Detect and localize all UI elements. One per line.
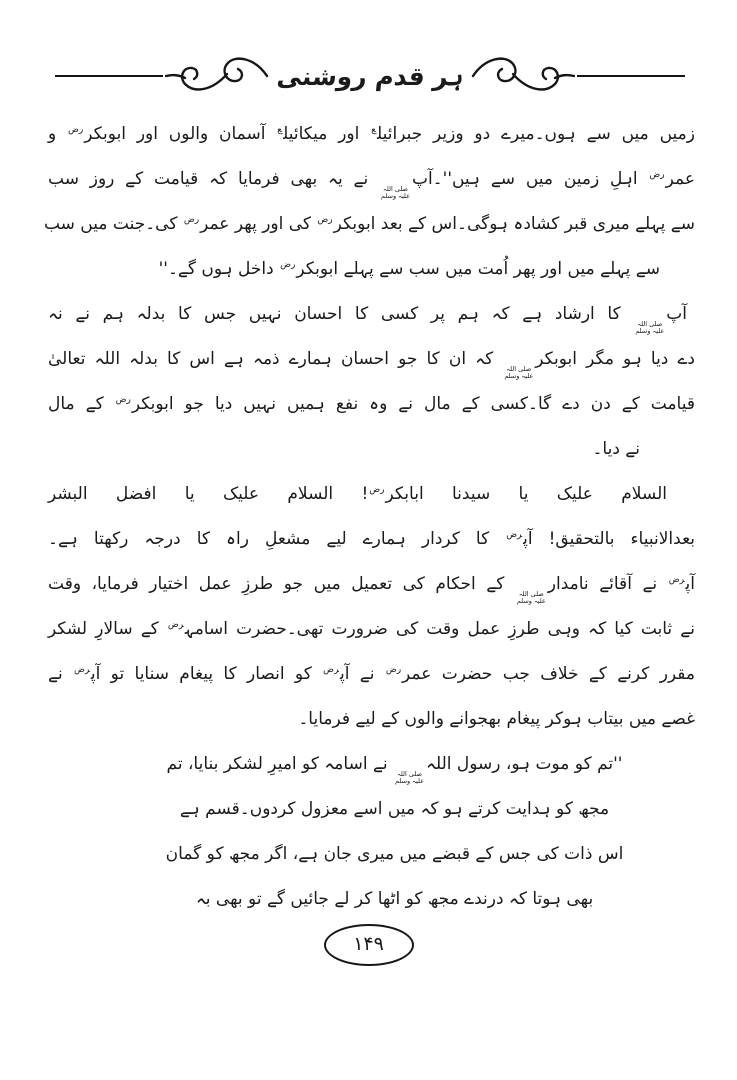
salawat-mark-icon: صلی اللہ علیہ وسلم [516,590,546,606]
salawat-mark-icon: صلی اللہ علیہ وسلم [381,185,410,201]
quote-line: اس ذات کی جس کے قبضے میں میری جان ہے، اگر مجھ کو گمان [165,844,624,864]
header-rule-left [55,75,163,77]
text-line: آپ$^{رض}$ نے آقائے نامدار صلی اللہ علیہ وسلم کے احکام کی تعمیل میں جو طرزِ عمل اختیار فرمایا، وقت [48,574,696,606]
radiallahu-anhu-mark: رض [506,530,523,541]
header-rule-right [577,75,685,77]
text-line: عمر$^{رض}$ اہلِ زمین میں سے ہیں''۔آپ صلی اللہ علیہ وسلم نے یہ بھی فرمایا کہ قیامت کے روز سب [48,169,695,201]
radiallahu-anhu-mark: رض [68,125,84,136]
salawat-mark-icon: صلی اللہ علیہ وسلم [395,770,424,786]
radiallahu-anhu-mark: رض [649,170,665,181]
radiallahu-anhu-mark: رض [74,665,90,676]
quotation-block [118,742,671,922]
radiallahu-anhu-mark: رض [385,665,402,676]
radiallahu-anhu-mark: رض [668,575,685,586]
quote-line: مجھ کو ہدایت کرتے ہو کہ میں اسے معزول کردوں۔قسم ہے [179,799,610,819]
page-footer [0,924,737,966]
page-text [43,112,696,922]
alaihis-salam-mark: ع [371,125,376,136]
text-line: نے دیا۔ [592,439,640,459]
text-line: قیامت کے دن دے گا۔کسی کے مال نے وہ نفع ہمیں نہیں دیا جو ابوبکر$^{رض}$ کے مال [48,394,695,414]
text-line: سے پہلے میں اور پھر اُمت میں سب سے پہلے ابوبکر$^{رض}$ داخل ہوں گے۔'' [158,259,660,279]
text-line: سے پہلے میری قبر کشادہ ہوگی۔اس کے بعد ابوبکر$^{رض}$ کی اور پھر عمر$^{رض}$ کی۔جنت میں سب [43,214,695,234]
salawat-mark-icon: صلی اللہ علیہ وسلم [635,320,665,336]
text-line: بعدالانبیاء بالتحقیق! آپ$^{رض}$ کا کردار ہمارے لیے مشعلِ راہ کا درجہ رکھتا ہے۔ [48,529,695,549]
quote-line: ''تم کو موت ہو، رسول اللہ صلی اللہ علیہ وسلم نے اسامہ کو امیرِ لشکر بنایا، تم [166,754,623,786]
book-title: ہر قدم روشنی [275,61,465,91]
radiallahu-anhu-mark: رض [280,260,296,271]
arabic-salutation-line: السلام علیک یا سیدنا ابابکر$^{رض}$! السلام علیک یا افضل البشر [48,484,667,504]
radiallahu-anhu-mark: رض [167,620,184,631]
text-line: دے دیا ہو مگر ابوبکر صلی اللہ علیہ وسلم کہ ان کا جو احسان ہمارے ذمہ ہے اس کا بدلہ اللہ تعالیٰ [48,349,695,381]
text-line: مقرر کرنے کے خلاف جب حضرت عمر$^{رض}$ نے آپ$^{رض}$ کو انصار کا پیغام سنایا تو آپ$^{رض}$ نے [48,664,695,684]
scroll-flourish-left-icon [165,52,269,100]
chapter-header [55,34,685,118]
quote-line: بھی ہوتا کہ درندے مجھ کو اٹھا کر لے جائیں گے تو بھی بہ [195,889,594,909]
text-line: نے ثابت کیا کہ وہی طرزِ عمل وقت کی ضرورت تھی۔حضرت اسامہ$^{رض}$ کے سالارِ لشکر [48,619,695,639]
page-number-badge: ۱۴۹ [324,924,414,966]
radiallahu-anhu-mark: رض [115,395,131,406]
alaihis-salam-mark: ع [277,125,283,136]
scroll-flourish-right-icon [471,52,575,100]
radiallahu-anhu-mark: رض [369,485,385,496]
radiallahu-anhu-mark: رض [323,665,339,676]
radiallahu-anhu-mark: رض [183,215,200,226]
radiallahu-anhu-mark: رض [317,215,333,226]
text-line: زمیں میں سے ہوں۔میرے دو وزیر جبرائیل$^ع$ اور میکائیل$^ع$ آسمان والوں اور ابوبکر$^{رض}$ و [48,124,695,144]
text-line: غصے میں بیتاب ہوکر پیغام بھجوانے والوں کے لیے فرمایا۔ [298,709,695,729]
text-line: آپ صلی اللہ علیہ وسلم کا ارشاد ہے کہ ہم پر کسی کا احسان نہیں جس کا بدلہ ہم نے نہ [48,304,687,336]
salawat-mark-icon: صلی اللہ علیہ وسلم [504,365,534,381]
